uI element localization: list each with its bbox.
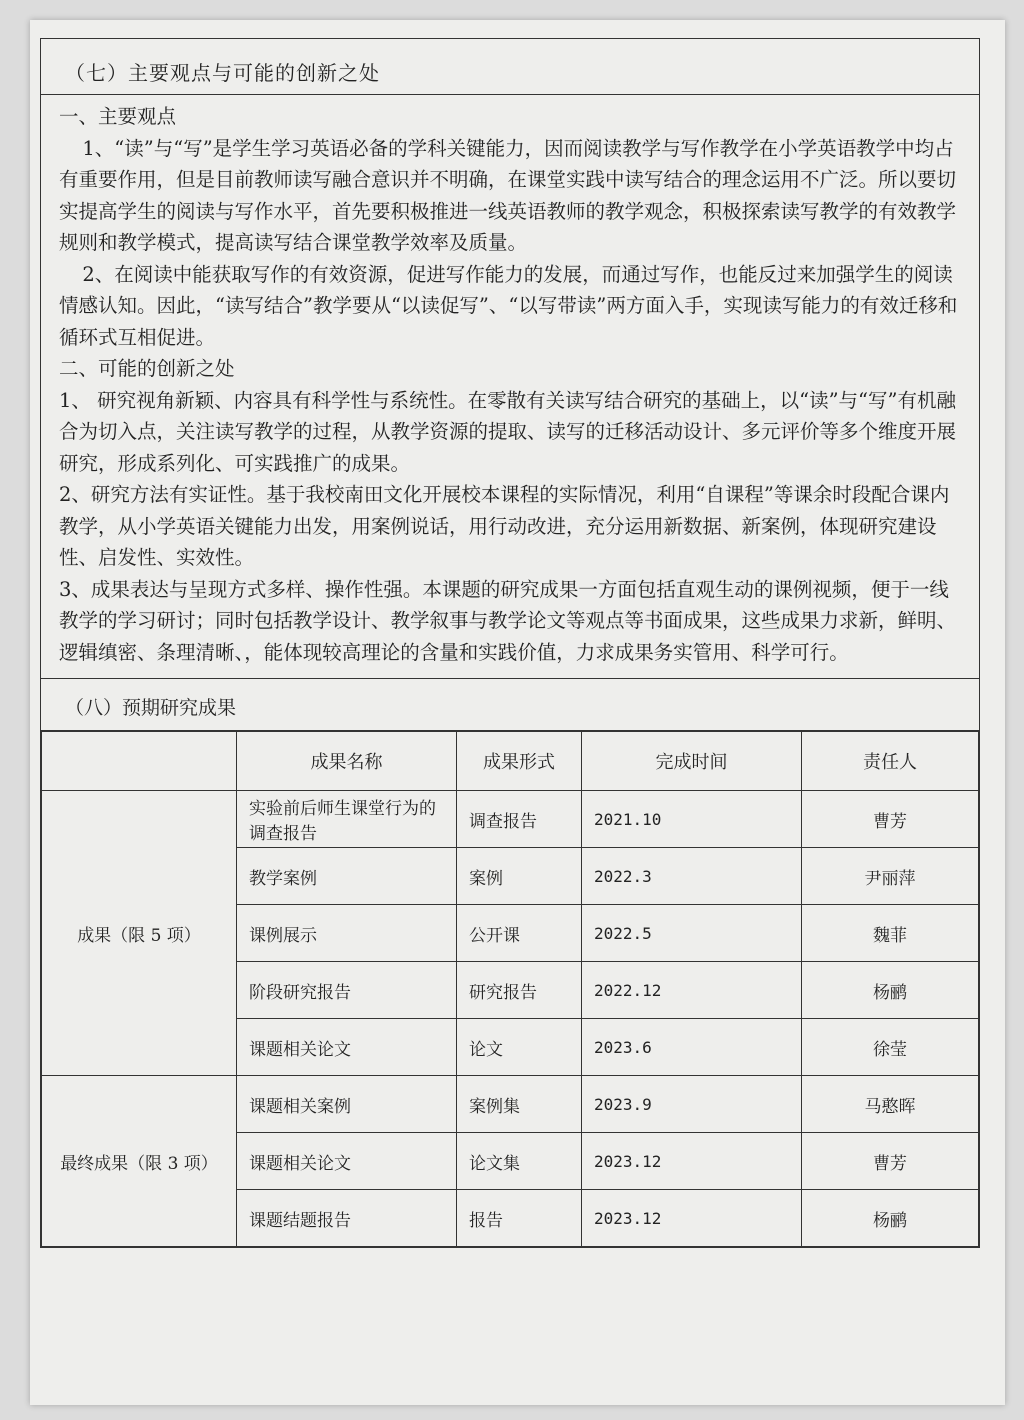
- section-7: [40, 38, 980, 678]
- result-form: 案例集: [457, 1076, 582, 1133]
- section-8-title: （八）预期研究成果: [41, 679, 979, 731]
- result-owner: 徐莹: [802, 1019, 979, 1076]
- result-form: 论文集: [457, 1133, 582, 1190]
- header-form: 成果形式: [457, 732, 582, 791]
- result-owner: 魏菲: [802, 905, 979, 962]
- result-name: 课题结题报告: [237, 1190, 457, 1247]
- form-frame: [40, 38, 980, 1358]
- result-name: 教学案例: [237, 848, 457, 905]
- main-point-1: 1、“读”与“写”是学生学习英语必备的学科关键能力，因而阅读教学与写作教学在小学英语教学中均占有重要作用，但是目前教师读写融合意识并不明确，在课堂实践中读写结合的理念运用不广泛。所以要切实提高学生的阅读与写作水平，首先要积极推进一线英语教师的教学观念，积极探索读写教学的有效教学规则和教学模式，提高读写结合课堂教学效率及质量。: [59, 136, 957, 254]
- result-form: 案例: [457, 848, 582, 905]
- results-table: [41, 731, 979, 1247]
- section-8: [40, 678, 980, 1248]
- result-form: 公开课: [457, 905, 582, 962]
- result-name: 课题相关论文: [237, 1019, 457, 1076]
- result-time: 2022.5: [582, 905, 802, 962]
- result-form: 报告: [457, 1190, 582, 1247]
- result-time: 2022.12: [582, 962, 802, 1019]
- group-label-final: 最终成果（限 3 项）: [42, 1076, 237, 1247]
- table-row: [42, 1076, 979, 1133]
- result-name: 课题相关案例: [237, 1076, 457, 1133]
- result-owner: 马憨晖: [802, 1076, 979, 1133]
- result-owner: 杨鹂: [802, 1190, 979, 1247]
- header-time: 完成时间: [582, 732, 802, 791]
- result-owner: 尹丽萍: [802, 848, 979, 905]
- result-time: 2023.6: [582, 1019, 802, 1076]
- result-owner: 曹芳: [802, 1133, 979, 1190]
- main-points-heading: 一、主要观点: [59, 105, 177, 128]
- header-blank-cell: [42, 732, 237, 791]
- result-time: 2022.3: [582, 848, 802, 905]
- result-form: 论文: [457, 1019, 582, 1076]
- result-time: 2023.9: [582, 1076, 802, 1133]
- result-form: 研究报告: [457, 962, 582, 1019]
- header-owner: 责任人: [802, 732, 979, 791]
- table-header-row: [42, 732, 979, 791]
- result-name: 阶段研究报告: [237, 962, 457, 1019]
- result-name: 实验前后师生课堂行为的调查报告: [237, 791, 457, 848]
- result-name: 课题相关论文: [237, 1133, 457, 1190]
- result-time: 2023.12: [582, 1190, 802, 1247]
- group-label-interim: 成果（限 5 项）: [42, 791, 237, 1076]
- result-owner: 杨鹂: [802, 962, 979, 1019]
- result-time: 2023.12: [582, 1133, 802, 1190]
- result-owner: 曹芳: [802, 791, 979, 848]
- header-name: 成果名称: [237, 732, 457, 791]
- result-name: 课例展示: [237, 905, 457, 962]
- main-point-2: 2、在阅读中能获取写作的有效资源，促进写作能力的发展，而通过写作，也能反过来加强学生的阅读情感认知。因此，“读写结合”教学要从“以读促写”、“以写带读”两方面入手，实现读写能力的有效迁移和循环式互相促进。: [59, 262, 958, 349]
- section-7-title: （七）主要观点与可能的创新之处: [41, 39, 979, 95]
- innovation-heading: 二、可能的创新之处: [59, 357, 235, 380]
- innovation-2: 2、研究方法有实证性。基于我校南田文化开展校本课程的实际情况，利用“自课程”等课余时段配合课内教学，从小学英语关键能力出发，用案例说话，用行动改进，充分运用新数据、新案例，体现研究建设性、启发性、实效性。: [59, 483, 950, 569]
- section-7-body: [41, 95, 979, 678]
- innovation-1: 1、 研究视角新颖、内容具有科学性与系统性。在零散有关读写结合研究的基础上，以“读”与“写”有机融合为切入点，关注读写教学的过程，从教学资源的提取、读写的迁移活动设计、多元评价等多个维度开展研究，形成系列化、可实践推广的成果。: [59, 388, 957, 475]
- table-row: [42, 791, 979, 848]
- result-time: 2021.10: [582, 791, 802, 848]
- innovation-3: 3、成果表达与呈现方式多样、操作性强。本课题的研究成果一方面包括直观生动的课例视频，便于一线教学的学习研讨；同时包括教学设计、教学叙事与教学论文等观点等书面成果，这些成果力求新，鲜明、逻辑缜密、条理清晰、，能体现较高理论的含量和实践价值，力求成果务实管用、科学可行。: [59, 577, 957, 664]
- result-form: 调查报告: [457, 791, 582, 848]
